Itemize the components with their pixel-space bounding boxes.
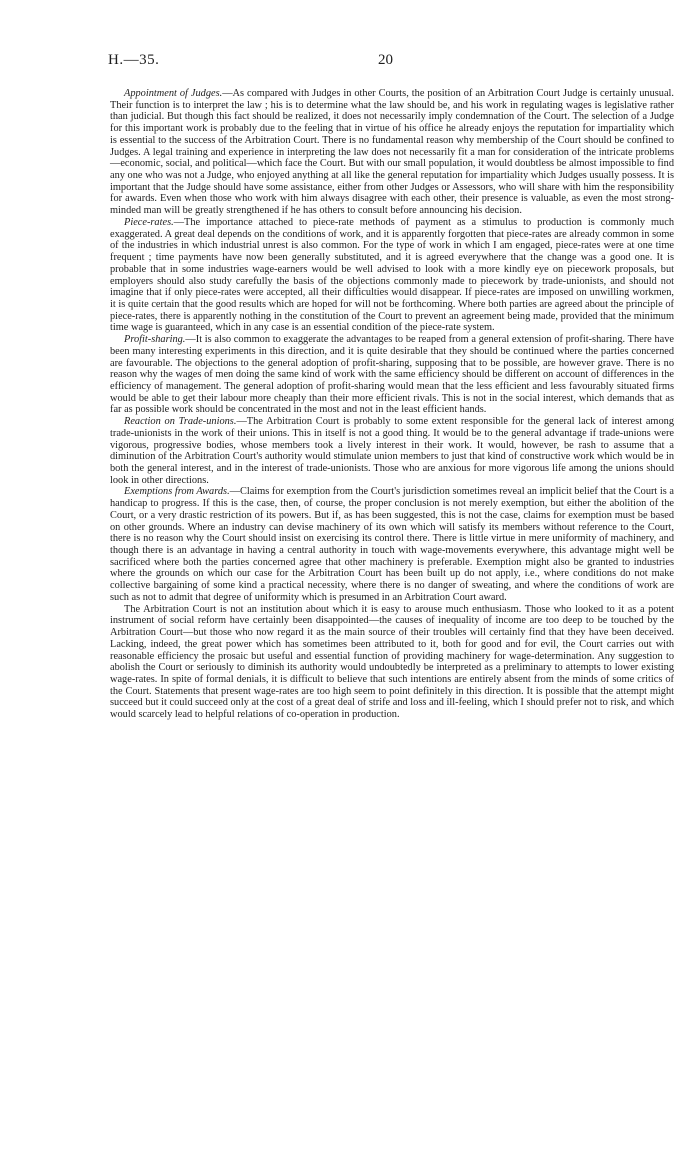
paragraph-text: —The Arbitration Court is probably to some extent responsible for the general lack of interest among trade-unionists in the work of their unions. This in itself is not a good thing. It would be to the general advantage if trade-unions were vigorous, progressive bodies, whose members took a lively interest in their work. It would, however, be rash to assume that a diminution of the Arbitration Court's authority would stimulate union members to just that kind of constructive work which would be in both the general interest, and in the interest of trade-unionists. Those who are anxious for more vigorous life among the unions should look in other directions. <box>110 416 674 486</box>
section-heading: Reaction on Trade-unions. <box>124 416 237 428</box>
paragraph-reaction-on-trade-unions <box>110 416 674 486</box>
paragraph-conclusion <box>110 604 674 721</box>
paragraph-text: —The importance attached to piece-rate methods of payment as a stimulus to production is commonly much exaggerated. A great deal depends on the conditions of work, and it is apparently forgotten that piece-rates are already common in some of the industries in which industrial unrest is also common. For the type of work in which I am engaged, piece-rates were at one time frequent ; time payments have now been generally substituted, and it is agreed everywhere that the change was a good one. It is probable that in some industries wage-earners would be well advised to look with a more kindly eye on piecework proposals, but employers should also study carefully the basis of the objections commonly made to piecework by trade-unionists, and should not imagine that if only piece-rates were accepted, all their difficulties would disappear. If piece-rates are imposed on unwilling workmen, it is quite certain that the good results which are hoped for will not be forthcoming. Where both parties are agreed about the principle of piece-rates, there is apparently nothing in the constitution of the Court to prevent an agreement being made, provided that the minimum time wage is guaranteed, which in any case is an essential condition of the piece-rate system. <box>110 216 674 334</box>
paragraph-appointment-of-judges <box>110 88 674 217</box>
section-heading: Exemptions from Awards. <box>124 486 230 498</box>
paragraph-profit-sharing <box>110 334 674 416</box>
document-reference: H.—35. <box>108 52 160 68</box>
paragraph-text: —Claims for exemption from the Court's jurisdiction sometimes reveal an implicit belief that the Court is a handicap to progress. If this is the case, then, of course, the proper conclusion is not merely exemption, but either the abolition of the Court, or a very drastic restriction of its powers. But if, as has been suggested, this is not the case, claims for exemption must be based on other grounds. Where an industry can devise machinery of its own which will satisfy its members without reference to the Court, there is no reason why the Court should insist on exercising its control there. There is little virtue in mere uniformity of machinery, and though there is an advantage in having a central authority in touch with wage-movements everywhere, this advantage might well be sacrificed where both the parties concerned agree that other machinery is preferable. Exemption might also be granted to industries where the grounds on which our case for the Arbitration Court has been built up do not apply, i.e., where conditions do not make collective bargaining of some kind a practical necessity, where there is no danger of sweating, and where the conditions of work are such as not to admit that degree of uniformity which is presumed in an Arbitration Court award. <box>110 486 674 603</box>
body-text <box>110 88 674 721</box>
section-heading: Appointment of Judges. <box>124 88 223 99</box>
paragraph-text: The Arbitration Court is not an institution about which it is easy to arouse much enthusiasm. Those who looked to it as a potent instrument of social reform have certainly been disappointed—the causes of inequality of income are too deep to be touched by the Arbitration Court—but those who now regard it as the main source of their troubles will certainly find that they have been deceived. Lacking, indeed, the great power which has sometimes been attributed to it, both for good and for evil, the Court carries out with reasonable efficiency the prosaic but useful and essential function of providing machinery for wage-determination. Any suggestion to abolish the Court or seriously to diminish its authority would undoubtedly be interpreted as a preliminary to attempts to lower existing wage-rates. In spite of formal denials, it is difficult to believe that such intentions are entirely absent from the minds of some critics of the Court. Statements that present wage-rates are too high seem to point definitely in this direction. It is possible that the attempt might succeed but it could succeed only at the cost of a great deal of strife and loss and ill-feeling, which I should prefer not to risk, and which would scarcely lead to helpful relations of co-operation in production. <box>110 603 674 721</box>
paragraph-text: —It is also common to exaggerate the advantages to be reaped from a general extension of profit-sharing. There have been many interesting experiments in this direction, and it is quite desirable that they should be continued where the parties concerned are favourable. The objections to the general adoption of profit-sharing, supposing that to be possible, are however grave. There is no reason why the wages of men doing the same kind of work with the same efficiency should be different on account of differences in the efficiency of management. The general adoption of profit-sharing would mean that the less efficient and less favourably situated firms would be able to get their labour more cheaply than their more efficient rivals. This is not in the social interest, which demands that as far as possible work should be concentrated in the most and not in the least efficient hands. <box>110 334 674 416</box>
paragraph-piece-rates <box>110 217 674 334</box>
page-number: 20 <box>378 52 393 68</box>
section-heading: Profit-sharing. <box>124 334 186 346</box>
page-header <box>108 52 674 74</box>
paragraph-text: —As compared with Judges in other Courts, the position of an Arbitration Court Judge is certainly unusual. Their function is to interpret the law ; his is to determine what the law should be, and his work in regulating wages is legislative rather than judicial. But though this fact should be realized, it does not necessarily imply condemnation of the Court. The selection of a Judge for this important work is probably due to the feeling that in virtue of his office he already enjoys the reputation for impartiality which is essential to the success of the Arbitration Court. There is no fundamental reason why membership of the Court should be confined to Judges. A legal training and experience in interpreting the law does not necessarily fit a man for consideration of the intricate problems—economic, social, and political—which face the Court. But with our small population, it would doubtless be almost impossible to find any one who was not a Judge, who enjoyed anything at all like the general reputation for impartiality which Judges usually possess. It is important that the Judge should have some assistance, either from other Judges or Assessors, who will share with him the responsibility for awards. Even when those who work with him always disagree with each other, their presence is valuable, as even the most strong-minded man will be greatly strengthened if he has others to consult before announcing his decision. <box>110 88 674 217</box>
section-heading: Piece-rates. <box>124 216 174 228</box>
paragraph-exemptions-from-awards <box>110 486 674 603</box>
